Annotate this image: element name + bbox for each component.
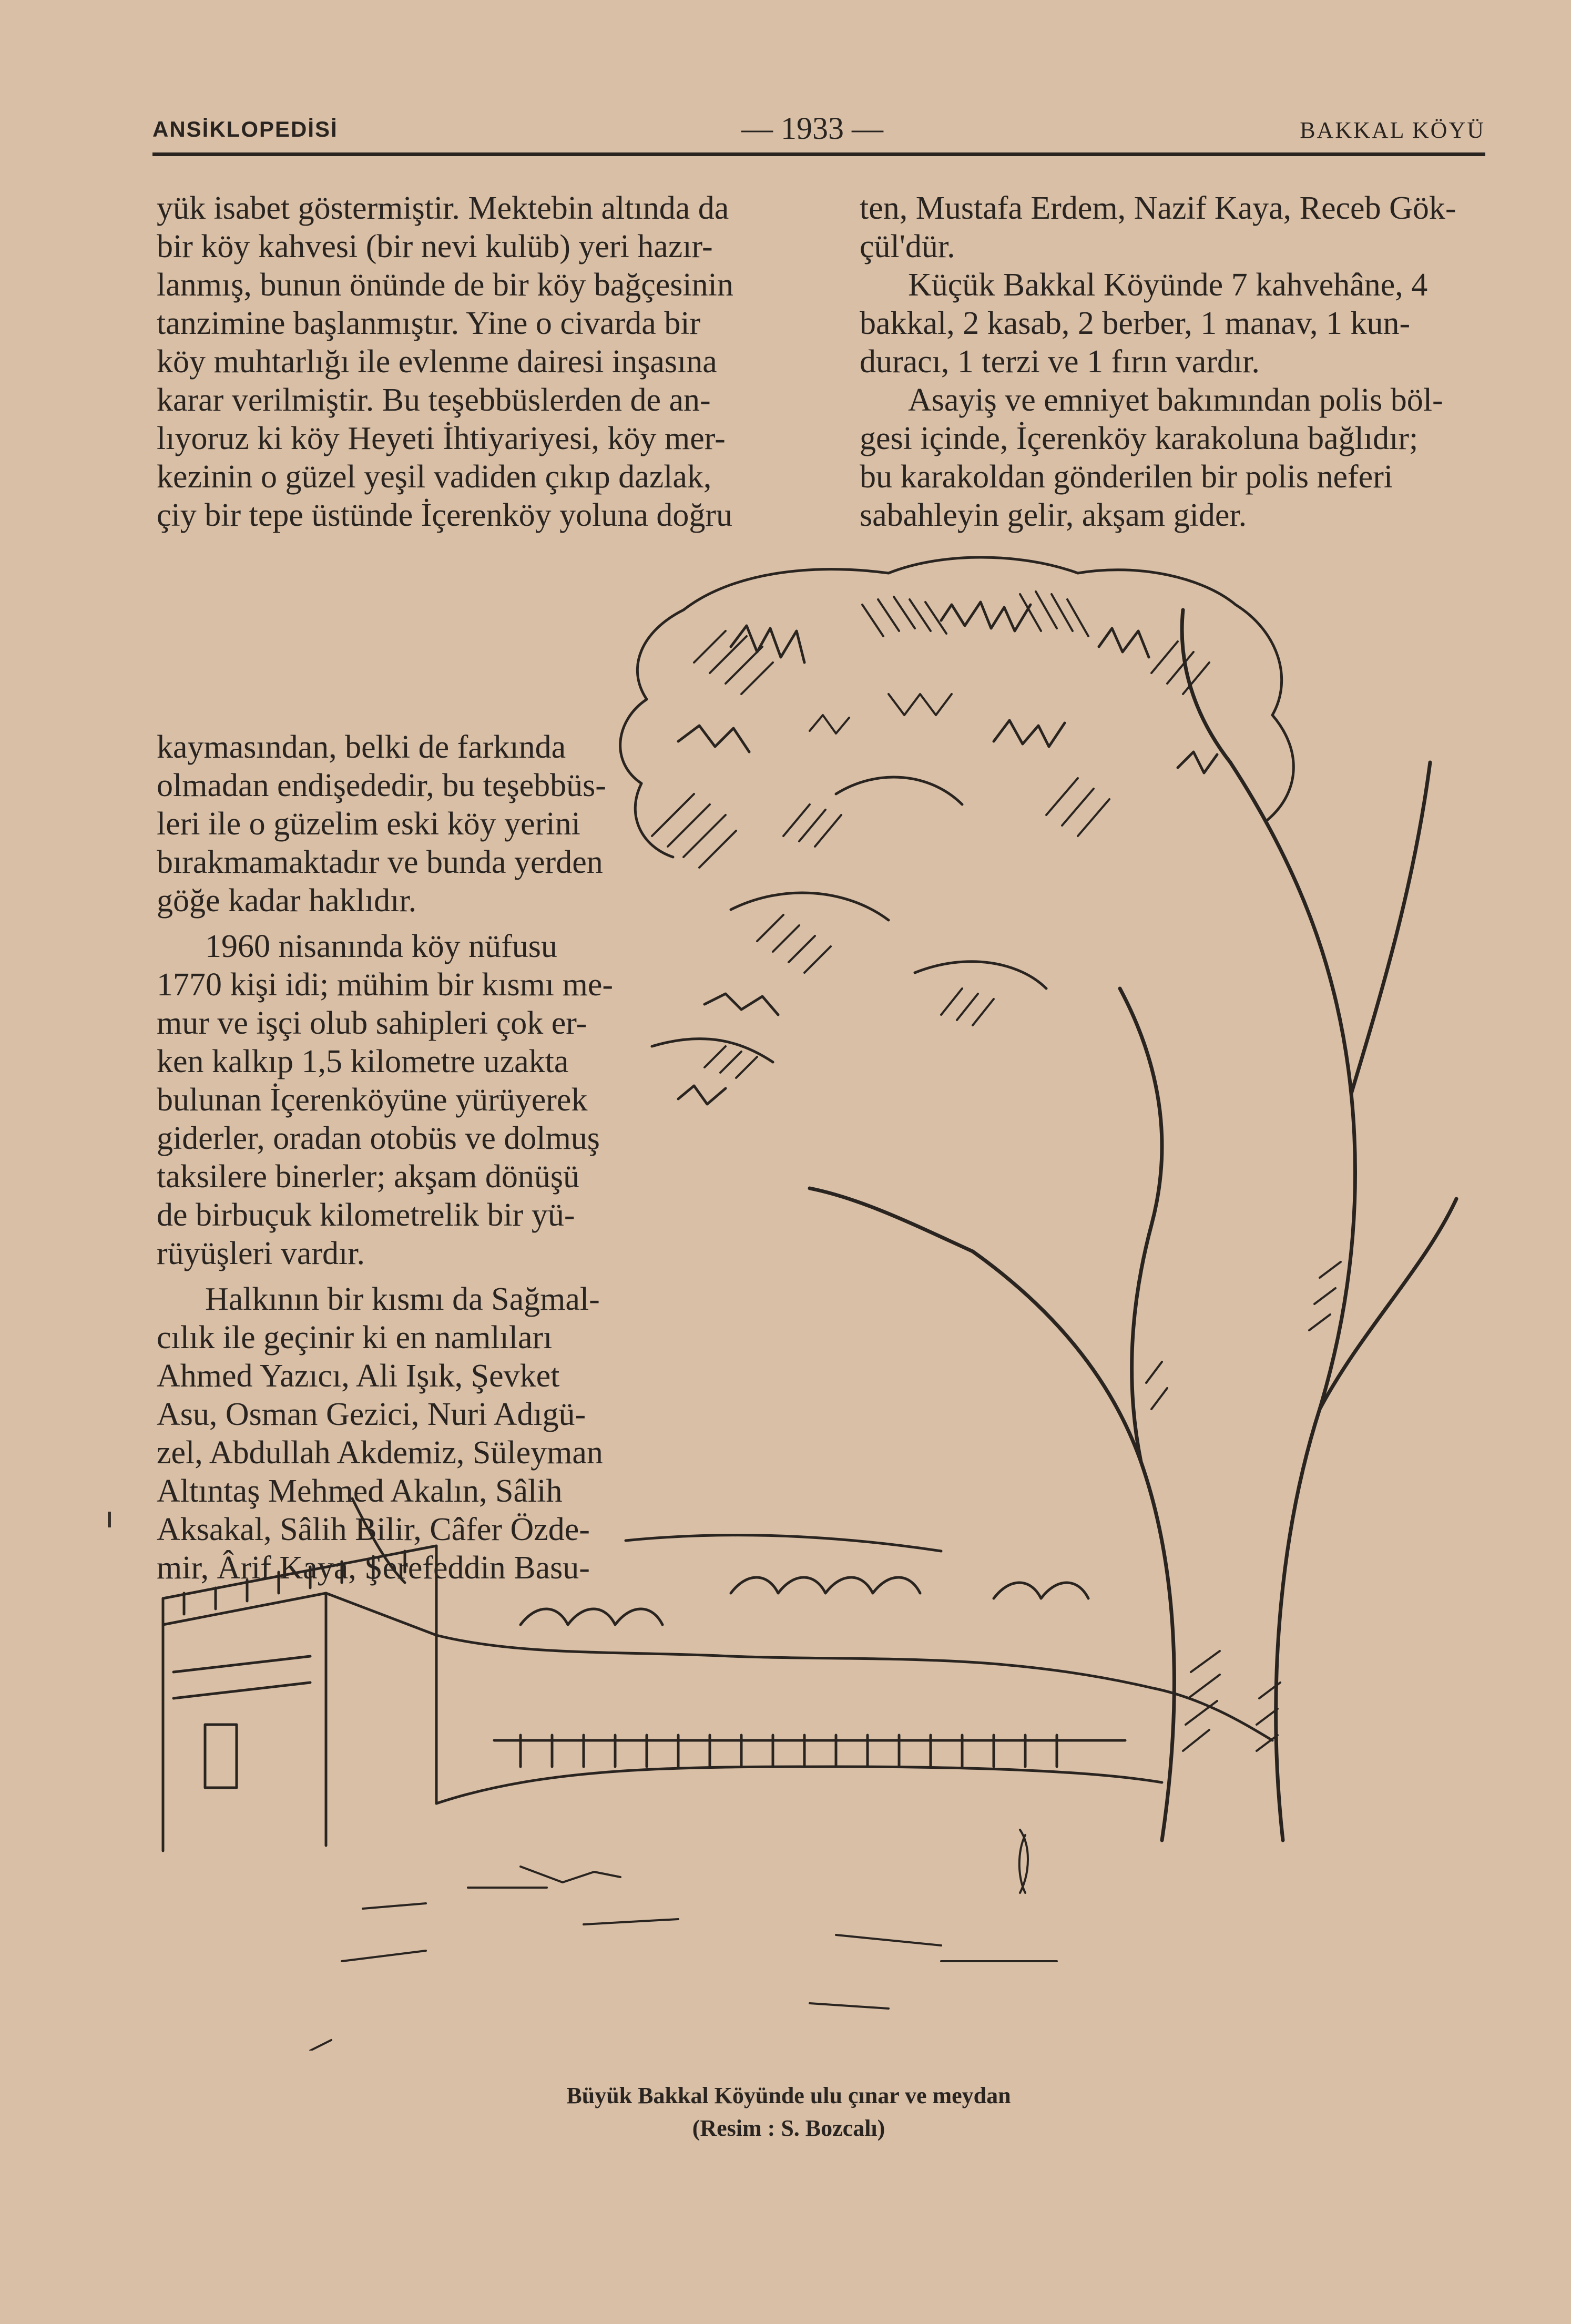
text-line: giderler, oradan otobüs ve dolmuş: [157, 1120, 600, 1156]
text-line: gesi içinde, İçerenköy karakoluna bağlıdır;: [860, 421, 1419, 456]
text-line: karar verilmiştir. Bu teşebbüslerden de an-: [157, 382, 711, 418]
text-line: tanzimine başlanmıştır. Yine o civarda bir: [157, 305, 701, 341]
text-line: mir, Ârif Kaya, Şerefeddin Basu-: [157, 1550, 590, 1586]
right-paragraph-3: [860, 381, 1488, 535]
text-line: 1960 nisanında köy nüfusu: [205, 929, 557, 964]
margin-mark: [108, 1512, 111, 1527]
header-encyclopedia-title: ANSİKLOPEDİSİ: [152, 117, 338, 141]
text-line: taksilere binerler; akşam dönüşü: [157, 1159, 580, 1195]
text-line: çül'dür.: [860, 229, 955, 264]
text-line: rüyüşleri vardır.: [157, 1236, 365, 1271]
text-line: kaymasından, belki de farkında: [157, 729, 566, 765]
caption-title: Büyük Bakkal Köyünde ulu çınar ve meydan: [566, 2083, 1011, 2108]
right-paragraph-2: [860, 266, 1488, 381]
plane-tree-sketch-illustration: [152, 542, 1488, 2051]
illustration-caption: [473, 2080, 1104, 2145]
text-line: 1770 kişi idi; mühim bir kısmı me-: [157, 967, 613, 1003]
text-line: çiy bir tepe üstünde İçerenköy yoluna doğru: [157, 497, 732, 533]
text-line: bırakmamaktadır ve bunda yerden: [157, 844, 603, 880]
text-line: ten, Mustafa Erdem, Nazif Kaya, Receb Gök-: [860, 190, 1456, 226]
right-column: [860, 189, 1488, 535]
text-line: göğe kadar haklıdır.: [157, 883, 417, 919]
left-paragraph-1: [157, 189, 809, 535]
text-line: bulunan İçerenköyüne yürüyerek: [157, 1082, 588, 1118]
text-line: lıyoruz ki köy Heyeti İhtiyariyesi, köy mer-: [157, 421, 726, 456]
left-column-top: [157, 189, 809, 535]
text-line: lanmış, bunun önünde de bir köy bağçesinin: [157, 267, 733, 303]
text-line: köy muhtarlığı ile evlenme dairesi inşasına: [157, 344, 717, 380]
text-line: bakkal, 2 kasab, 2 berber, 1 manav, 1 kun-: [860, 305, 1411, 341]
village-wall-and-bushes: [352, 1499, 1272, 1803]
page-number: — 1933 —: [741, 111, 883, 146]
text-line: Ahmed Yazıcı, Ali Işık, Şevket: [157, 1358, 560, 1394]
text-line: Aksakal, Sâlih Bilir, Câfer Özde-: [157, 1512, 590, 1547]
text-line: zel, Abdullah Akdemiz, Süleyman: [157, 1435, 603, 1471]
text-line: yük isabet göstermiştir. Mektebin altında da: [157, 190, 729, 226]
text-line: olmadan endişededir, bu teşebbüs-: [157, 768, 606, 803]
running-header: [152, 110, 1485, 147]
tree-canopy: [620, 557, 1294, 1104]
text-line: kezinin o güzel yeşil vadiden çıkıp dazlak,: [157, 459, 712, 495]
text-line: Asu, Osman Gezici, Nuri Adıgü-: [157, 1397, 586, 1432]
text-line: sabahleyin gelir, akşam gider.: [860, 497, 1247, 533]
header-article-title: BAKKAL KÖYÜ: [1300, 117, 1485, 143]
text-line: ken kalkıp 1,5 kilometre uzakta: [157, 1044, 569, 1079]
caption-credit: (Resim : S. Bozcalı): [692, 2115, 885, 2141]
text-line: leri ile o güzelim eski köy yerini: [157, 806, 580, 842]
text-line: de birbuçuk kilometrelik bir yü-: [157, 1197, 575, 1233]
text-line: Küçük Bakkal Köyünde 7 kahvehâne, 4: [908, 267, 1428, 303]
text-line: Asayiş ve emniyet bakımından polis böl-: [908, 382, 1443, 418]
village-house: [163, 1546, 436, 1851]
text-line: duracı, 1 terzi ve 1 fırın vardır.: [860, 344, 1260, 380]
right-paragraph-1: [860, 189, 1488, 266]
text-line: Halkının bir kısmı da Sağmal-: [205, 1281, 600, 1317]
header-rule: [152, 152, 1485, 156]
text-line: mur ve işçi olub sahipleri çok er-: [157, 1005, 587, 1041]
text-line: bir köy kahvesi (bir nevi kulüb) yeri hazır-: [157, 229, 713, 264]
text-line: cılık ile geçinir ki en namlıları: [157, 1320, 553, 1355]
text-line: bu karakoldan gönderilen bir polis neferi: [860, 459, 1393, 495]
tree-trunk: [810, 610, 1456, 1840]
text-line: Altıntaş Mehmed Akalın, Sâlih: [157, 1473, 563, 1509]
village-square-ground: [310, 1830, 1057, 2051]
